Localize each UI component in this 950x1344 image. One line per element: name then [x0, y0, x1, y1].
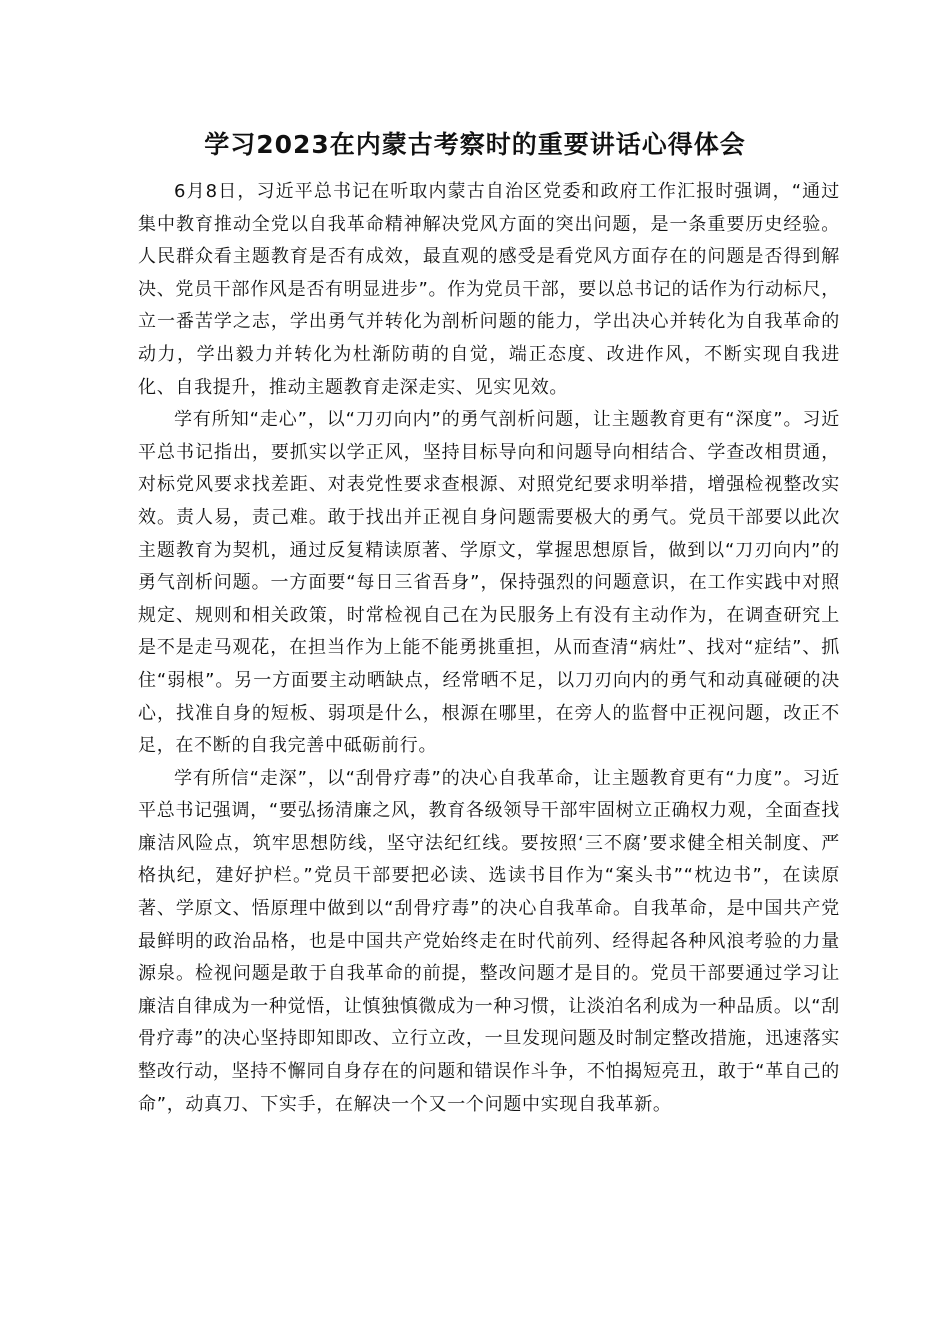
paragraph-1: 6月8日，习近平总书记在听取内蒙古自治区党委和政府工作汇报时强调，“通过集中教育推动全党以自我革命精神解决党风方面的突出问题，是一条重要历史经验。人民群众看主题教育是否有成效，最直观的感受是看党风方面存在的问题是否得到解决、党员干部作风是否有明显进步”。作为党员干部，要以总书记的话作为行动标尺，立一番苦学之志，学出勇气并转化为剖析问题的能力，学出决心并转化为自我革命的动力，学出毅力并转化为杜渐防萌的自觉，端正态度、改进作风，不断实现自我进化、自我提升，推动主题教育走深走实、见实见效。 — [138, 181, 840, 398]
document-body — [138, 176, 840, 1121]
paragraph-2: 学有所知“走心”，以“刀刃向内”的勇气剖析问题，让主题教育更有“深度”。习近平总书记指出，要抓实以学正风，坚持目标导向和问题导向相结合、学查改相贯通，对标党风要求找差距、对表党性要求查根源、对照党纪要求明举措，增强检视整改实效。责人易，责己难。敢于找出并正视自身问题需要极大的勇气。党员干部要以此次主题教育为契机，通过反复精读原著、学原文，掌握思想原旨，做到以“刀刃向内”的勇气剖析问题。一方面要“每日三省吾身”，保持强烈的问题意识，在工作实践中对照规定、规则和相关政策，时常检视自己在为民服务上有没有主动作为，在调查研究上是不是走马观花，在担当作为上能不能勇挑重担，从而查清“病灶”、找对“症结”、抓住“弱根”。另一方面要主动晒缺点，经常晒不足，以刀刃向内的勇气和动真碰硬的决心，找准自身的短板、弱项是什么，根源在哪里，在旁人的监督中正视问题，改正不足，在不断的自我完善中砥砺前行。 — [138, 409, 840, 757]
document-title: 学习2023在内蒙古考察时的重要讲话心得体会 — [204, 130, 746, 159]
paragraph-3: 学有所信“走深”，以“刮骨疗毒”的决心自我革命，让主题教育更有“力度”。习近平总书记强调，“要弘扬清廉之风，教育各级领导干部牢固树立正确权力观，全面查找廉洁风险点，筑牢思想防线，坚守法纪红线。要按照‘三不腐’要求健全相关制度、严格执纪，建好护栏。”党员干部要把必读、选读书目作为“案头书”“枕边书”，在读原著、学原文、悟原理中做到以“刮骨疗毒”的决心自我革命。自我革命，是中国共产党最鲜明的政治品格，也是中国共产党始终走在时代前列、经得起各种风浪考验的力量源泉。检视问题是敢于自我革命的前提，整改问题才是目的。党员干部要通过学习让廉洁自律成为一种觉悟，让慎独慎微成为一种习惯，让淡泊名利成为一种品质。以“刮骨疗毒”的决心坚持即知即改、立行立改，一旦发现问题及时制定整改措施，迅速落实整改行动，坚持不懈同自身存在的问题和错误作斗争，不怕揭短亮丑，敢于“革自己的命”，动真刀、下实手，在解决一个又一个问题中实现自我革新。 — [138, 767, 840, 1115]
